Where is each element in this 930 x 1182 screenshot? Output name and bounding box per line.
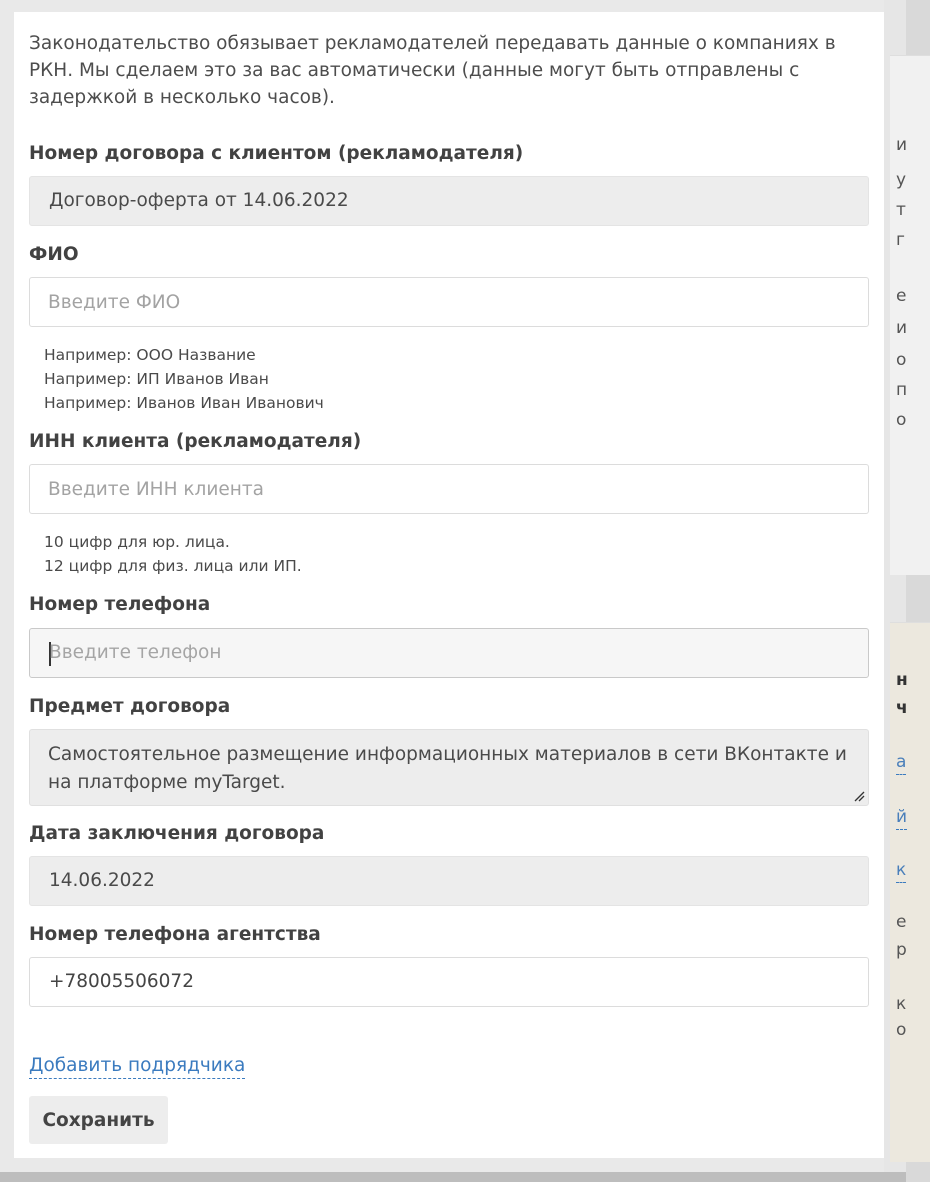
fio-hint: Например: ООО Название <box>44 346 256 364</box>
inn-hint: 12 цифр для физ. лица или ИП. <box>44 557 302 575</box>
subject-label: Предмет договора <box>29 696 231 717</box>
inn-hints <box>44 530 302 578</box>
fio-input[interactable] <box>29 277 869 327</box>
subject-value: Самостоятельное размещение информационных материалов в сети ВКонтакте и на платформе myTarget. <box>48 744 847 793</box>
background-page-strip <box>884 0 906 1182</box>
contract-date-label: Дата заключения договора <box>29 823 325 844</box>
background-link-fragment: а <box>896 750 906 775</box>
background-text-fragment: и <box>896 135 908 155</box>
advertiser-data-modal <box>14 12 884 1158</box>
agency-phone-value: +78005506072 <box>49 971 194 992</box>
background-text-fragment: о <box>896 1020 907 1040</box>
background-link-fragment: й <box>896 805 907 830</box>
add-contractor-link[interactable]: Добавить подрядчика <box>29 1054 245 1079</box>
background-link-fragment: к <box>896 858 906 883</box>
inn-label: ИНН клиента (рекламодателя) <box>29 431 362 452</box>
background-text-fragment: e <box>896 286 907 306</box>
fio-label: ФИО <box>29 244 79 265</box>
background-text-fragment: о <box>896 350 907 370</box>
save-button[interactable]: Сохранить <box>29 1096 168 1144</box>
agency-phone-label: Номер телефона агентства <box>29 924 321 945</box>
fio-hints <box>44 343 324 415</box>
background-text-fragment: п <box>896 380 908 400</box>
background-text-fragment: р <box>896 940 907 960</box>
background-text-fragment: н <box>896 670 908 690</box>
background-text-fragment: ч <box>896 698 908 718</box>
fio-hint: Например: ИП Иванов Иван <box>44 370 269 388</box>
background-panel <box>890 55 930 575</box>
subject-textarea[interactable] <box>29 729 869 806</box>
contract-date-value: 14.06.2022 <box>49 870 155 891</box>
contract-number-value: Договор-оферта от 14.06.2022 <box>49 190 349 211</box>
background-text-fragment: е <box>896 912 907 932</box>
fio-hint: Например: Иванов Иван Иванович <box>44 394 324 412</box>
inn-hint: 10 цифр для юр. лица. <box>44 533 230 551</box>
background-text-fragment: г <box>896 230 905 250</box>
agency-phone-input[interactable] <box>29 957 869 1007</box>
background-text-fragment: т <box>896 200 906 220</box>
background-text-fragment: у <box>896 170 907 190</box>
background-text-fragment: и <box>896 318 908 338</box>
resize-grip-icon[interactable] <box>853 790 865 802</box>
phone-input[interactable] <box>29 628 869 678</box>
contract-number-label: Номер договора с клиентом (рекламодателя) <box>29 143 524 164</box>
phone-label: Номер телефона <box>29 594 211 615</box>
contract-date-field <box>29 856 869 906</box>
contract-number-field <box>29 176 869 226</box>
background-text-fragment: о <box>896 410 907 430</box>
phone-placeholder: Введите телефон <box>49 642 222 663</box>
inn-input[interactable] <box>29 464 869 514</box>
background-bottom-bar <box>0 1172 906 1182</box>
background-text-fragment: к <box>896 994 907 1014</box>
intro-text: Законодательство обязывает рекламодателей передавать данные о компаниях в РКН. Мы сделаем это за вас автоматически (данные могут быть отправлены с задержкой в несколько часов). <box>29 33 836 108</box>
